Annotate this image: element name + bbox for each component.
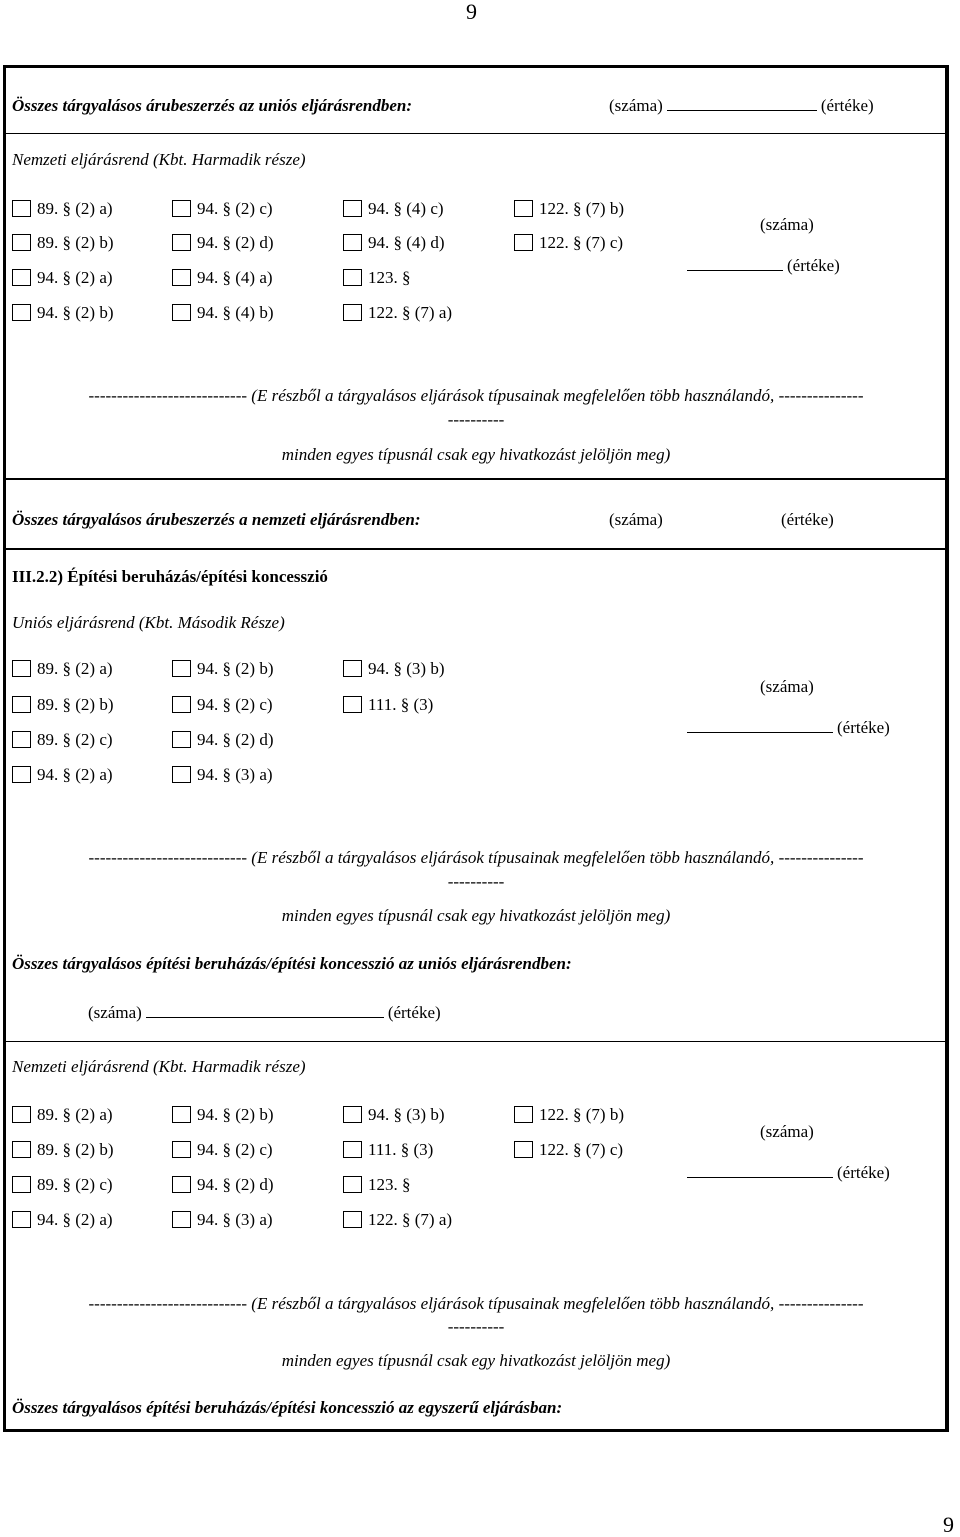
checkbox-item[interactable]: 111. § (3)	[343, 695, 433, 715]
checkbox-item[interactable]: 122. § (7) b)	[514, 199, 624, 219]
checkbox-item[interactable]: 122. § (7) b)	[514, 1105, 624, 1125]
checkbox[interactable]	[172, 696, 191, 713]
checkbox[interactable]	[172, 1211, 191, 1228]
total-simple-works-label: Összes tárgyalásos építési beruházás/építési koncesszió az egyszerű eljárásban:	[12, 1398, 563, 1417]
total-eu-works-count	[88, 1003, 441, 1023]
value-label: (értéke)	[787, 256, 840, 275]
checkbox[interactable]	[343, 234, 362, 251]
total-eu-supply-count	[609, 96, 874, 116]
checkbox[interactable]	[343, 660, 362, 677]
checkbox[interactable]	[12, 696, 31, 713]
value-label: (értéke)	[387, 1003, 441, 1022]
checkbox[interactable]	[343, 269, 362, 286]
checkbox-item[interactable]: 122. § (7) a)	[343, 1210, 452, 1230]
checkbox[interactable]	[343, 696, 362, 713]
checkbox[interactable]	[12, 1211, 31, 1228]
value-field-group	[683, 256, 840, 276]
count-label: (száma)	[609, 510, 663, 529]
checkbox-item[interactable]: 122. § (7) c)	[514, 1140, 623, 1160]
checkbox-item[interactable]: 94. § (2) c)	[172, 199, 273, 219]
checkbox-item[interactable]: 111. § (3)	[343, 1140, 433, 1160]
checkbox-item[interactable]: 94. § (4) c)	[343, 199, 444, 219]
checkbox-item[interactable]: 89. § (2) b)	[12, 1140, 113, 1160]
divider-bold	[6, 548, 946, 550]
checkbox[interactable]	[343, 200, 362, 217]
checkbox-item[interactable]: 94. § (2) a)	[12, 765, 113, 785]
checkbox-item[interactable]: 94. § (2) b)	[12, 303, 113, 323]
checkbox[interactable]	[172, 234, 191, 251]
divider	[6, 133, 946, 134]
value-field[interactable]	[687, 1163, 833, 1178]
checkbox-item[interactable]: 94. § (2) c)	[172, 1140, 273, 1160]
count-label: (száma)	[760, 215, 814, 234]
checkbox[interactable]	[172, 304, 191, 321]
instruction-note-line2: minden egyes típusnál csak egy hivatkozást jelöljön meg)	[281, 445, 671, 464]
checkbox[interactable]	[514, 234, 533, 251]
total-eu-works-label: Összes tárgyalásos építési beruházás/építési koncesszió az uniós eljárásrendben:	[12, 954, 572, 973]
checkbox-item[interactable]: 94. § (2) c)	[172, 695, 273, 715]
checkbox-item[interactable]: 89. § (2) b)	[12, 233, 113, 253]
checkbox-item[interactable]: 94. § (2) d)	[172, 730, 273, 750]
checkbox-item[interactable]: 94. § (4) a)	[172, 268, 273, 288]
checkbox-item[interactable]: 89. § (2) b)	[12, 695, 113, 715]
checkbox[interactable]	[343, 1106, 362, 1123]
national-procedure-title: Nemzeti eljárásrend (Kbt. Harmadik része)	[12, 150, 306, 169]
checkbox[interactable]	[343, 1211, 362, 1228]
instruction-note-line2: minden egyes típusnál csak egy hivatkozást jelöljön meg)	[281, 1351, 671, 1370]
instruction-note-cont: ----------	[447, 872, 505, 891]
checkbox-item[interactable]: 94. § (4) d)	[343, 233, 444, 253]
checkbox-item[interactable]: 94. § (3) a)	[172, 1210, 273, 1230]
value-field-group	[683, 1163, 890, 1183]
checkbox-item[interactable]: 94. § (3) b)	[343, 1105, 444, 1125]
divider-bold	[6, 478, 946, 480]
checkbox[interactable]	[172, 660, 191, 677]
checkbox[interactable]	[12, 304, 31, 321]
national-procedure-title: Nemzeti eljárásrend (Kbt. Harmadik része)	[12, 1057, 306, 1076]
total-national-supply-label: Összes tárgyalásos árubeszerzés a nemzeti eljárásrendben:	[12, 510, 421, 529]
page-number-top: 9	[466, 0, 477, 24]
value-label: (értéke)	[820, 96, 874, 115]
count-label: (száma)	[760, 1122, 814, 1141]
value-label: (értéke)	[837, 1163, 890, 1182]
eu-procedure-title: Uniós eljárásrend (Kbt. Második Része)	[12, 613, 285, 632]
checkbox-item[interactable]: 89. § (2) c)	[12, 730, 113, 750]
checkbox[interactable]	[172, 731, 191, 748]
instruction-note: ---------------------------- (E részből a tárgyalásos eljárások típusainak megfelelően több használandó, ---------------	[88, 848, 864, 867]
checkbox-item[interactable]: 94. § (4) b)	[172, 303, 273, 323]
instruction-note-cont: ----------	[447, 1317, 505, 1336]
count-label: (száma)	[760, 677, 814, 696]
checkbox[interactable]	[12, 660, 31, 677]
value-label: (értéke)	[781, 510, 834, 529]
checkbox[interactable]	[12, 766, 31, 783]
checkbox[interactable]	[12, 234, 31, 251]
checkbox[interactable]	[514, 1106, 533, 1123]
checkbox[interactable]	[343, 304, 362, 321]
checkbox-item[interactable]: 94. § (2) a)	[12, 1210, 113, 1230]
checkbox[interactable]	[12, 269, 31, 286]
checkbox-item[interactable]: 122. § (7) a)	[343, 303, 452, 323]
checkbox-item[interactable]: 122. § (7) c)	[514, 233, 623, 253]
checkbox-item[interactable]: 123. §	[343, 1175, 411, 1195]
divider	[6, 1041, 946, 1042]
count-label: (száma)	[609, 96, 663, 115]
checkbox-item[interactable]: 94. § (2) a)	[12, 268, 113, 288]
value-label: (értéke)	[837, 718, 890, 737]
checkbox[interactable]	[172, 766, 191, 783]
instruction-note-line2: minden egyes típusnál csak egy hivatkozást jelöljön meg)	[281, 906, 671, 925]
checkbox-item[interactable]: 89. § (2) c)	[12, 1175, 113, 1195]
checkbox[interactable]	[12, 1106, 31, 1123]
checkbox[interactable]	[172, 1106, 191, 1123]
checkbox[interactable]	[343, 1141, 362, 1158]
total-eu-supply-label: Összes tárgyalásos árubeszerzés az uniós eljárásrendben:	[12, 96, 413, 115]
checkbox[interactable]	[172, 200, 191, 217]
checkbox[interactable]	[12, 731, 31, 748]
count-field[interactable]	[146, 1003, 384, 1018]
checkbox-item[interactable]: 94. § (3) b)	[343, 659, 444, 679]
checkbox[interactable]	[12, 1141, 31, 1158]
checkbox-item[interactable]: 123. §	[343, 268, 411, 288]
checkbox-item[interactable]: 89. § (2) a)	[12, 659, 113, 679]
value-field[interactable]	[687, 718, 833, 733]
section-title: III.2.2) Építési beruházás/építési koncesszió	[12, 567, 328, 586]
checkbox-item[interactable]: 89. § (2) a)	[12, 1105, 113, 1125]
instruction-note: ---------------------------- (E részből a tárgyalásos eljárások típusainak megfelelően több használandó, ---------------	[88, 1294, 864, 1313]
checkbox-item[interactable]: 94. § (2) b)	[172, 1105, 273, 1125]
count-field[interactable]	[667, 96, 817, 111]
count-label: (száma)	[88, 1003, 142, 1022]
checkbox-item[interactable]: 89. § (2) a)	[12, 199, 113, 219]
checkbox[interactable]	[172, 1176, 191, 1193]
checkbox[interactable]	[514, 1141, 533, 1158]
instruction-note-cont: ----------	[447, 410, 505, 429]
checkbox[interactable]	[12, 200, 31, 217]
checkbox-item[interactable]: 94. § (3) a)	[172, 765, 273, 785]
checkbox-item[interactable]: 94. § (2) b)	[172, 659, 273, 679]
checkbox[interactable]	[514, 200, 533, 217]
checkbox[interactable]	[172, 1141, 191, 1158]
checkbox[interactable]	[172, 269, 191, 286]
checkbox[interactable]	[12, 1176, 31, 1193]
checkbox-item[interactable]: 94. § (2) d)	[172, 1175, 273, 1195]
value-field-group	[683, 718, 890, 738]
checkbox-item[interactable]: 94. § (2) d)	[172, 233, 273, 253]
checkbox[interactable]	[343, 1176, 362, 1193]
page-number-bottom: 9	[943, 1512, 954, 1537]
instruction-note: ---------------------------- (E részből a tárgyalásos eljárások típusainak megfelelően több használandó, ---------------	[88, 386, 864, 405]
value-field[interactable]	[687, 256, 783, 271]
